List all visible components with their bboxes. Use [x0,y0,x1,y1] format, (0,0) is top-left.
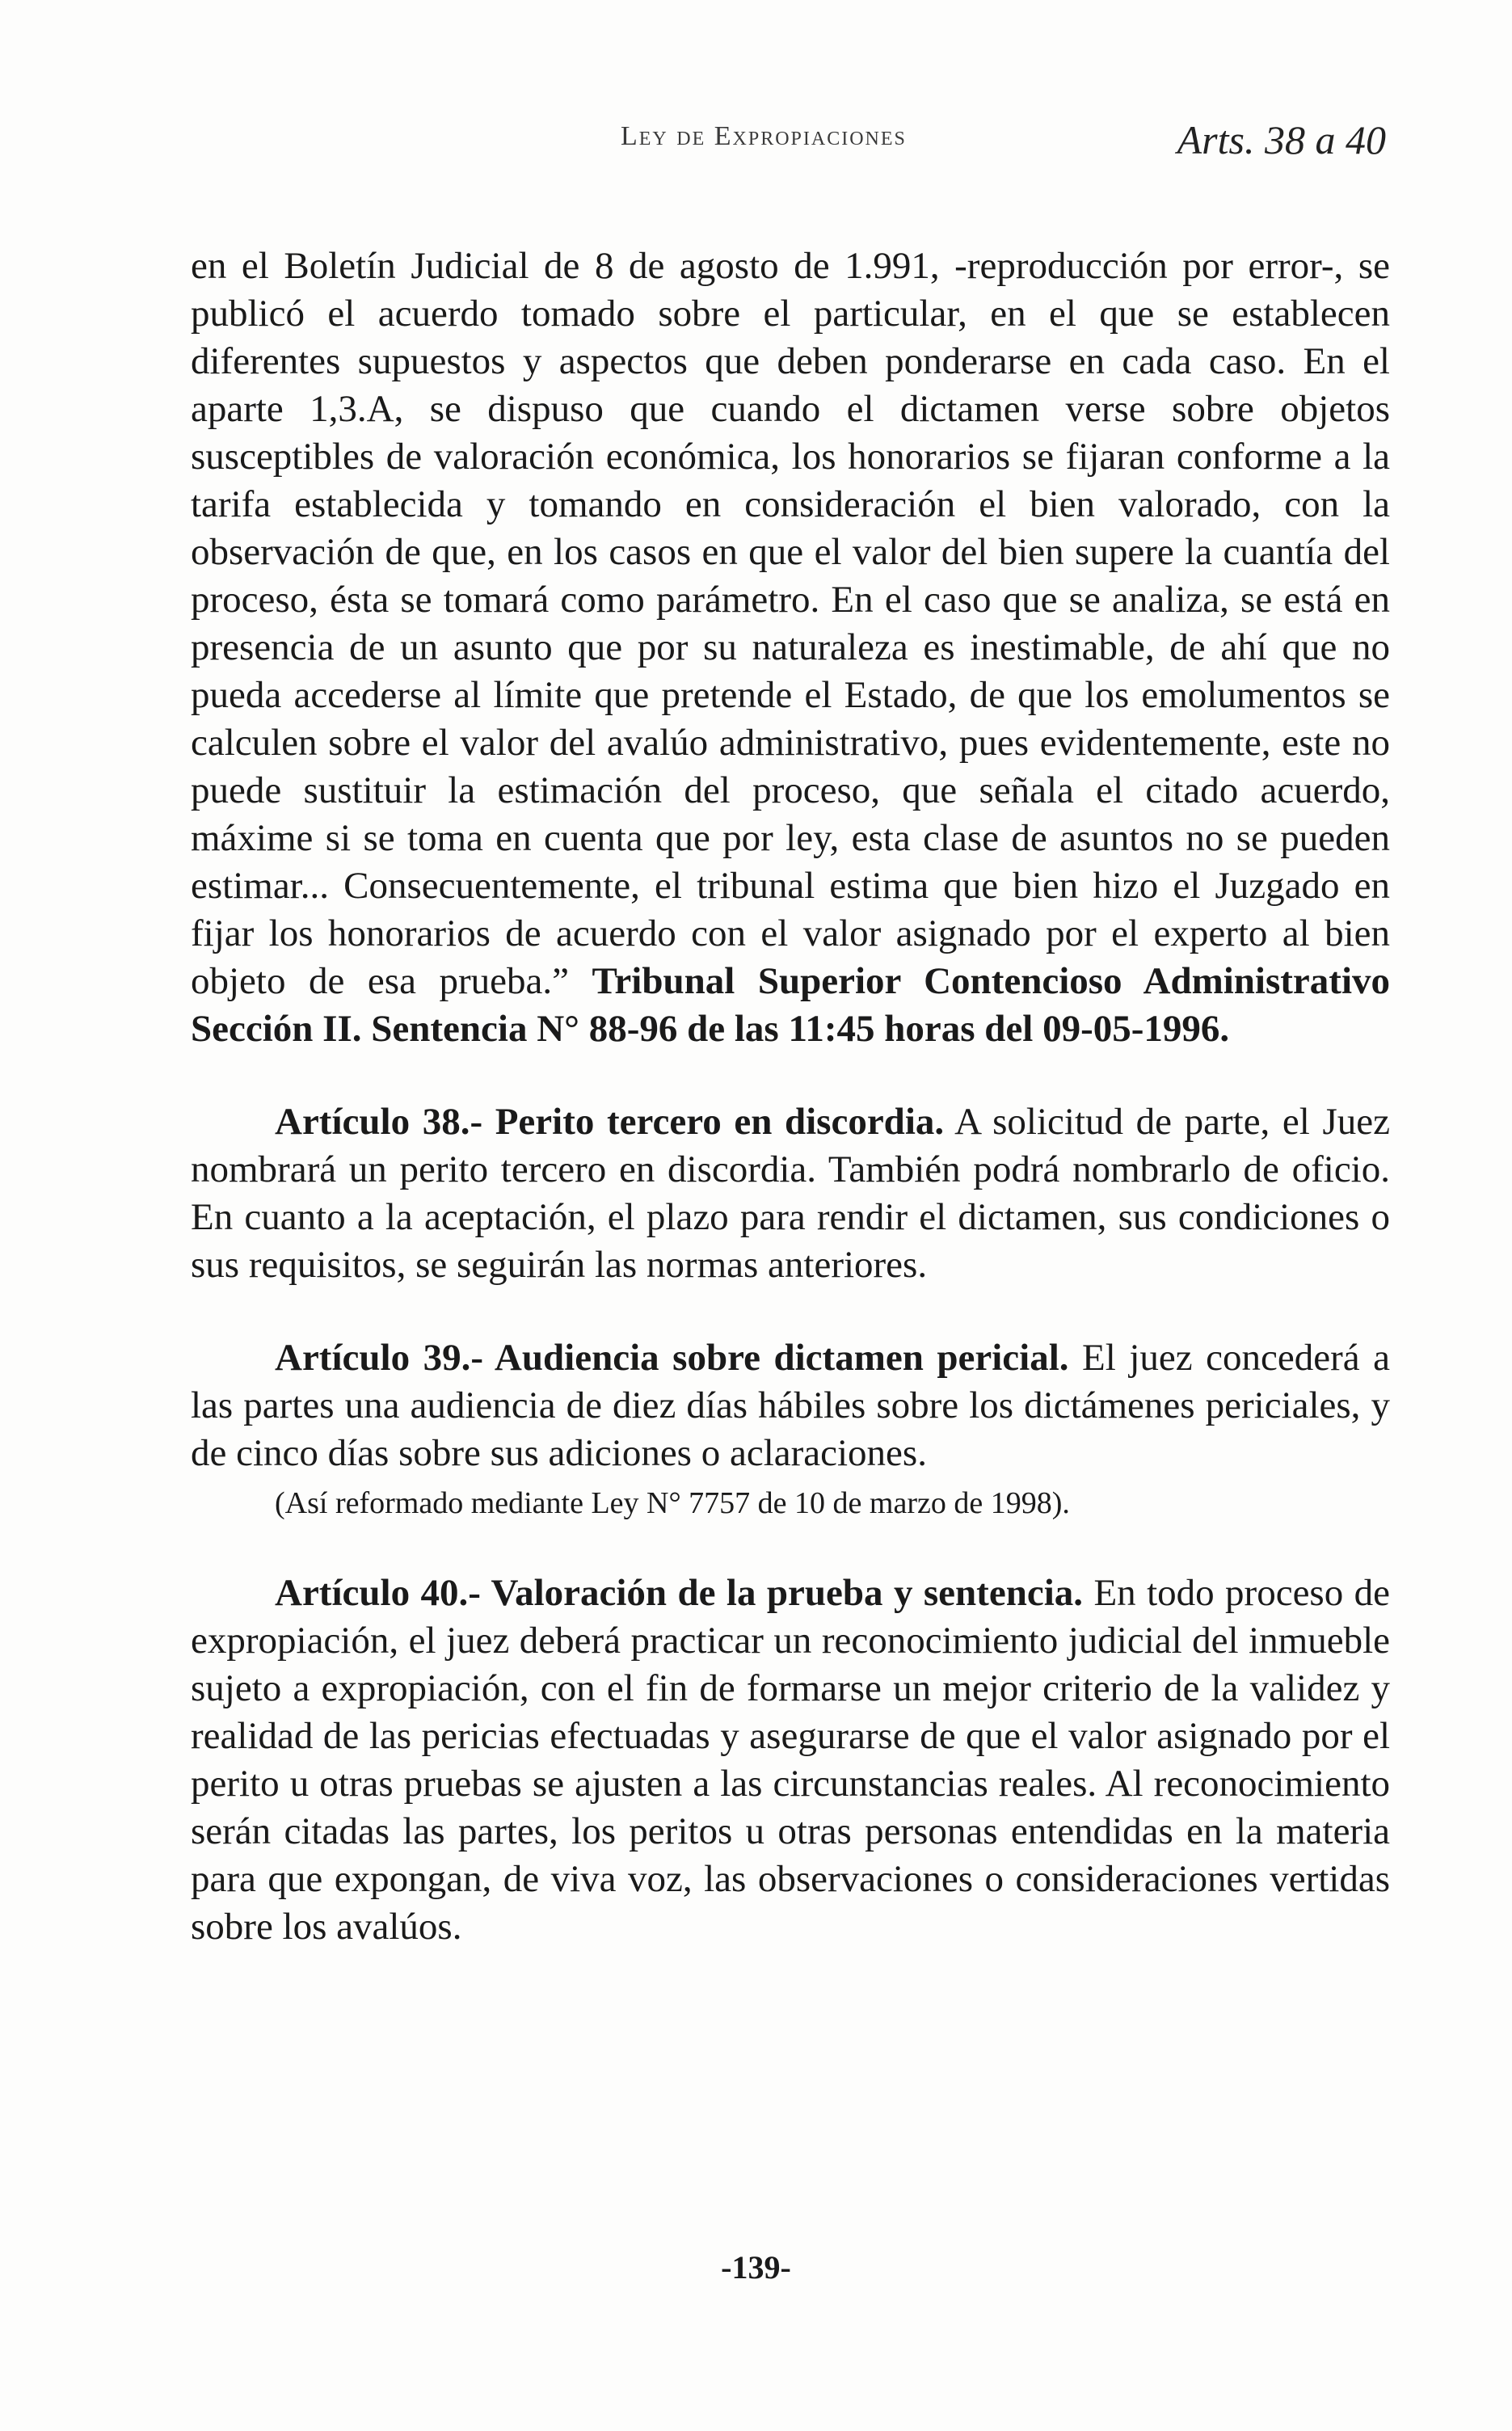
continued-paragraph [191,242,1390,1053]
running-title: Ley de Expropiaciones [621,121,907,151]
articles-range: Arts. 38 a 40 [1177,117,1386,162]
article-39-body: El juez concederá a las partes una audiencia de diez días hábiles sobre los dictámenes periciales, y de cinco días sobre sus adiciones o aclaraciones. [191,1337,1390,1474]
article-38-heading: Artículo 38.- Perito tercero en discordia. [275,1101,945,1143]
article-39-heading: Artículo 39.- Audiencia sobre dictamen pericial. [275,1337,1069,1379]
article-40-heading: Artículo 40.- Valoración de la prueba y sentencia. [275,1572,1083,1614]
page-body [191,242,1390,1951]
article-38-body: A solicitud de parte, el Juez nombrará un perito tercero en discordia. También podrá nombrarlo de oficio. En cuanto a la aceptación, el plazo para rendir el dictamen, sus condiciones o sus requisitos, se seguirán las normas anteriores. [191,1101,1390,1286]
quoted-ruling-text: en el Boletín Judicial de 8 de agosto de 1.991, -reproducción por error-, se publicó el acuerdo tomado sobre el particular, en el que se establecen diferentes supuestos y aspectos que deben ponderarse en cada caso. En el aparte 1,3.A, se dispuso que cuando el dictamen verse sobre objetos susceptibles de valoración económica, los honorarios se fijaran conforme a la tarifa establecida y tomando en consideración el bien valorado, con la observación de que, en los casos en que el valor del bien supere la cuantía del proceso, ésta se tomará como parámetro. En el caso que se analiza, se está en presencia de un asunto que por su naturaleza es inestimable, de ahí que no pueda accederse al límite que pretende el Estado, de que los emolumentos se calculen sobre el valor del avalúo administrativo, pues evidentemente, este no puede sustituir la estimación del proceso, que señala el citado acuerdo, máxime si se toma en cuenta que por ley, esta clase de asuntos no se pueden estimar... Consecuentemente, el tribunal estima que bien hizo el Juzgado en fijar los honorarios de acuerdo con el valor asignado por el experto al bien objeto de esa prueba.” [191,245,1390,1002]
page-number: -139- [721,2249,791,2286]
article-39 [191,1334,1390,1477]
article-40-body: En todo proceso de expropiación, el juez deberá practicar un reconocimiento judicial del inmueble sujeto a expropiación, con el fin de formarse un mejor criterio de la validez y realidad de las pericias efectuadas y asegurarse de que el valor asignado por el perito u otras pruebas se ajusten a las circunstancias reales. Al reconocimiento serán citadas las partes, los peritos u otras personas entendidas en la materia para que expongan, de viva voz, las observaciones o consideraciones vertidas sobre los avalúos. [191,1572,1390,1948]
article-40 [191,1569,1390,1951]
ruling-citation: Tribunal Superior Contencioso Administrativo Sección II. Sentencia N° 88-96 de las 11:45 horas del 09-05-1996. [191,960,1391,1050]
running-header [0,117,1512,170]
article-39-reform-note: (Así reformado mediante Ley N° 7757 de 10 de marzo de 1998). [275,1486,1070,1520]
article-38 [191,1098,1390,1289]
